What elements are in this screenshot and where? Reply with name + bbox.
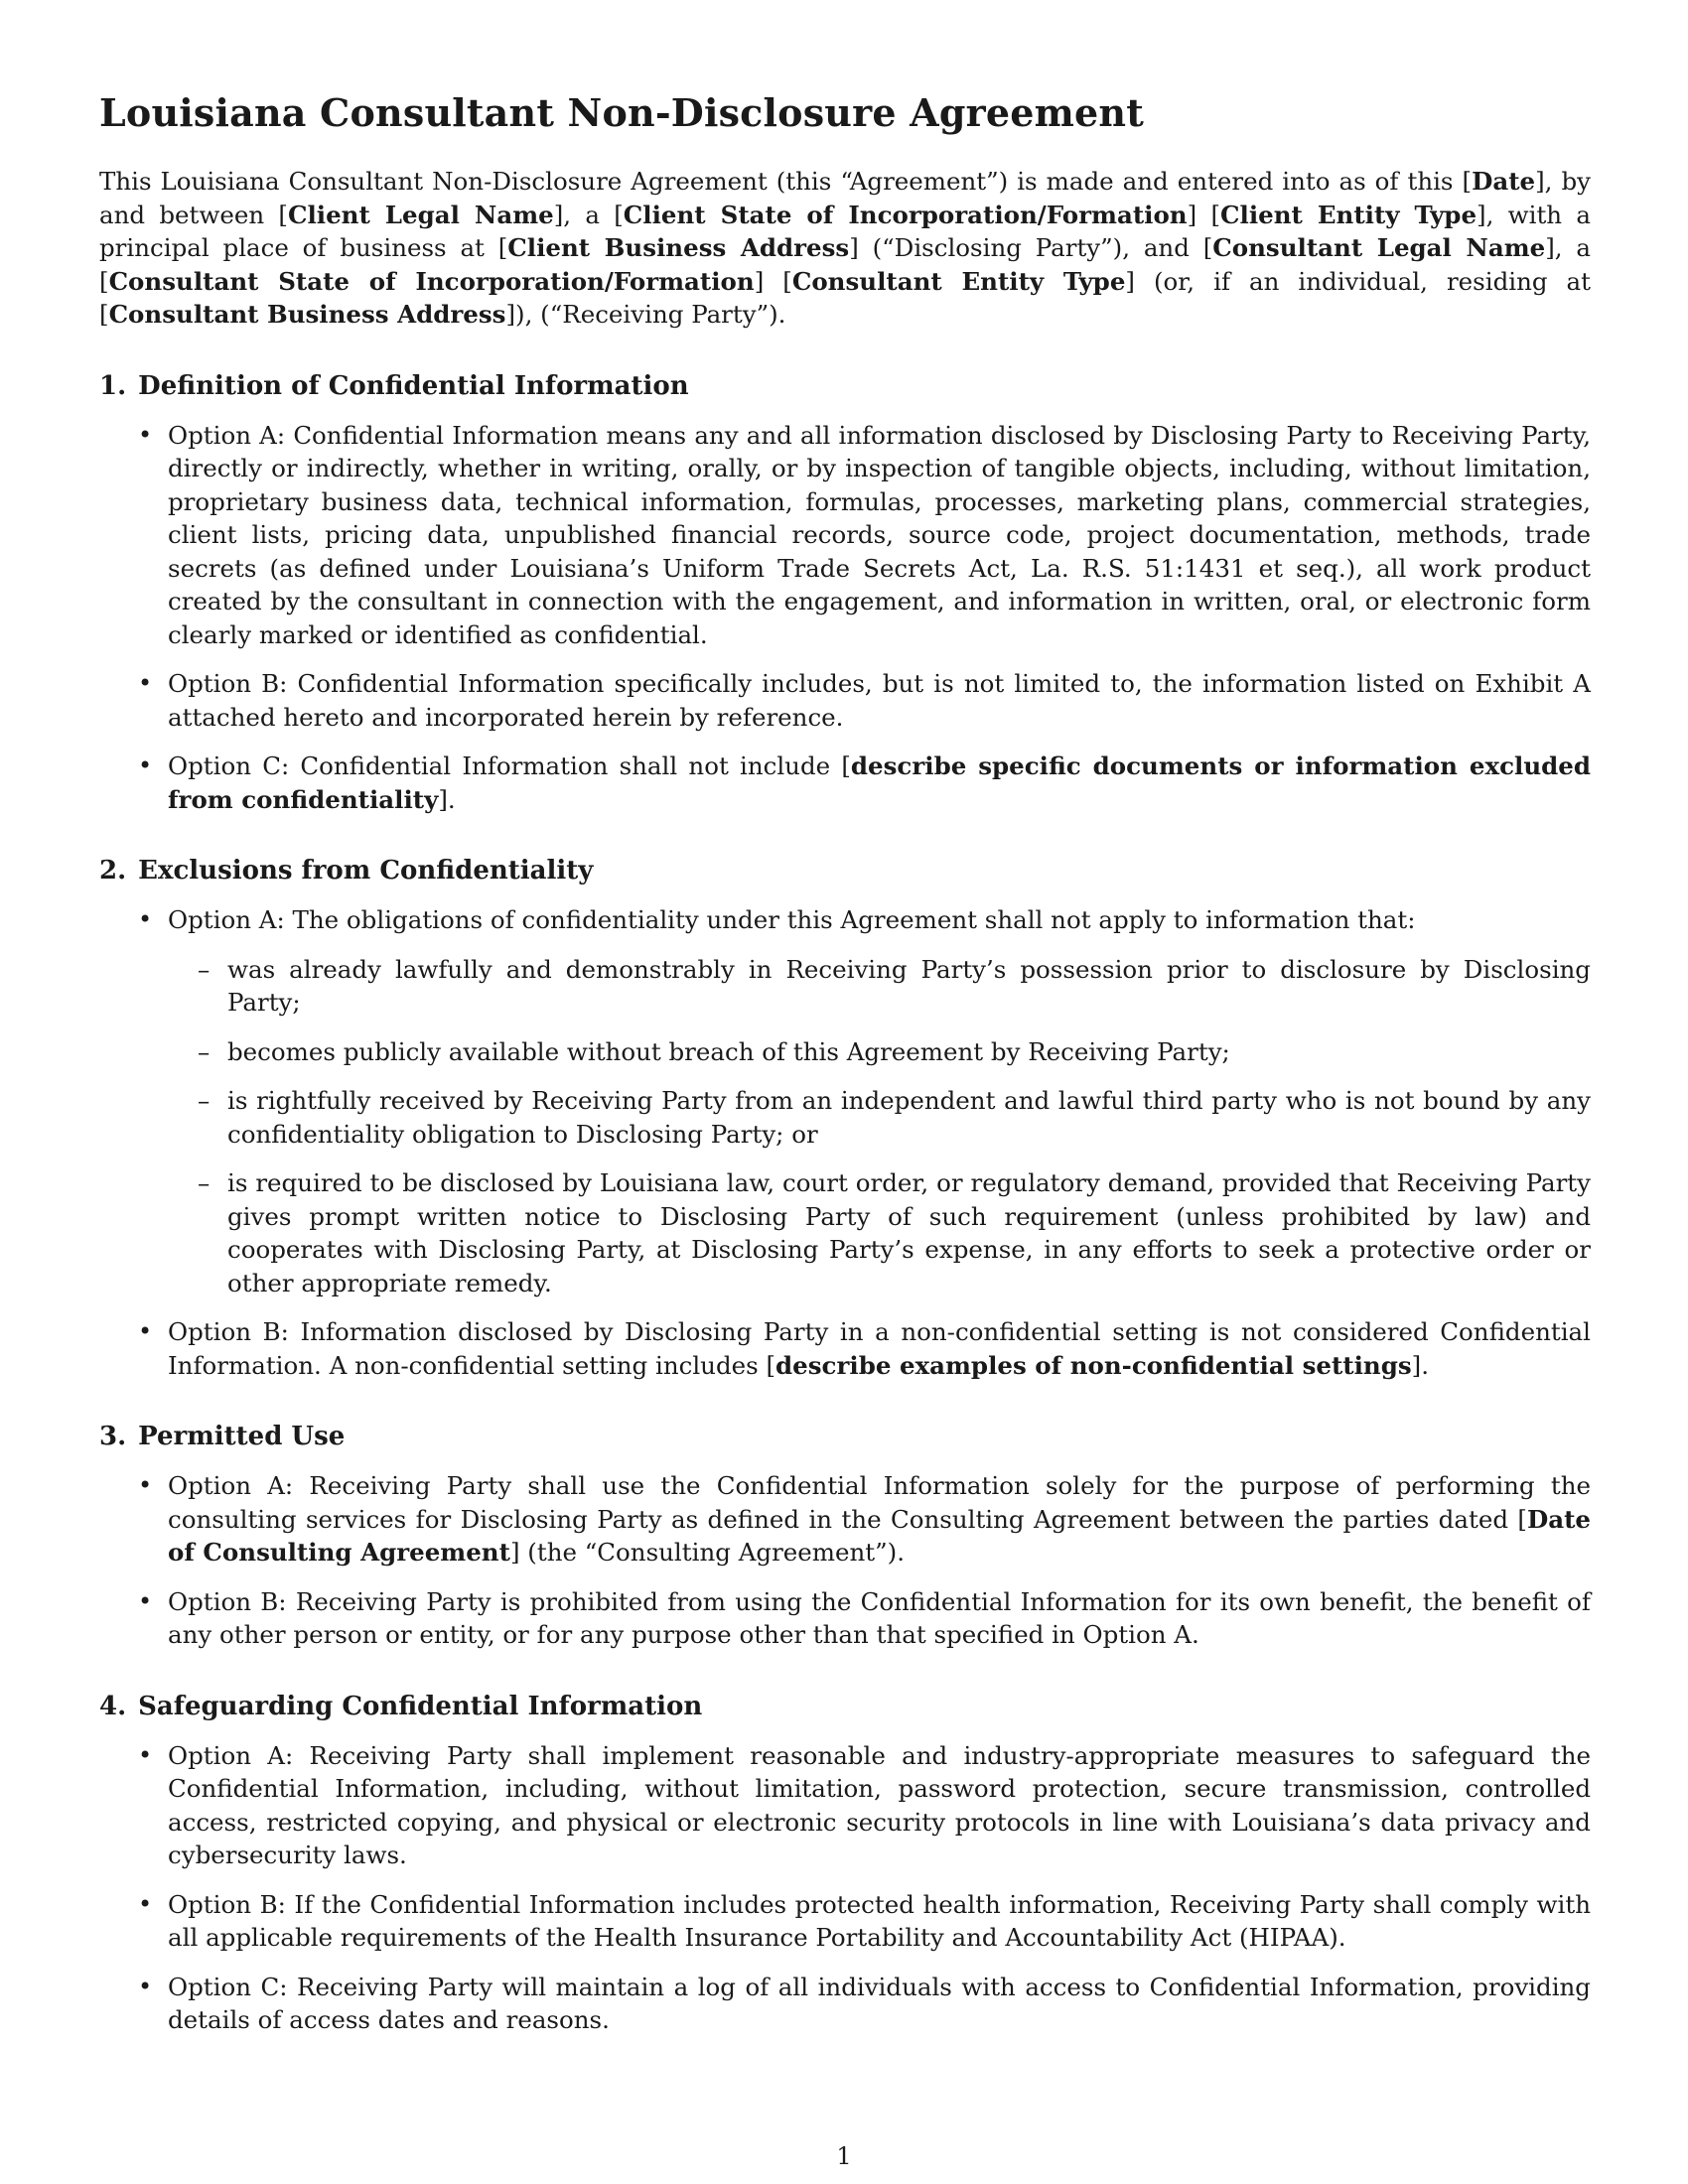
placeholder-client-state: Client State of Incorporation/Formation: [623, 200, 1188, 229]
placeholder-client-business-address: Client Business Address: [507, 233, 850, 262]
list-item: • Option C: Receiving Party will maintain a log of all individuals with access to Confidential Information, providing details of access dates and reasons.: [99, 1971, 1591, 2037]
section-title: Exclusions from Confidentiality: [138, 856, 594, 886]
list-item: • Option B: Receiving Party is prohibited from using the Confidential Information for its own benefit, the benefit of any other person or entity, or for any purpose other than that specified in Option A.: [99, 1585, 1591, 1652]
section-number: 4.: [99, 1691, 127, 1721]
document-page: [99, 87, 1591, 2053]
placeholder-consulting-agreement-date: Date of Consulting Agreement: [168, 1504, 1591, 1567]
option-list: [99, 903, 1591, 1382]
document-title: Louisiana Consultant Non-Disclosure Agreement: [99, 90, 1144, 135]
section-heading: [99, 369, 1591, 403]
sub-list-item: – becomes publicly available without breach of this Agreement by Receiving Party;: [168, 1035, 1591, 1069]
section-title: Definition of Confidential Information: [138, 370, 689, 401]
placeholder-consultant-business-address: Consultant Business Address: [108, 300, 506, 329]
section-number: 1.: [99, 370, 127, 401]
placeholder-excluded-info: describe specific documents or information excluded from confidentiality: [168, 751, 1591, 814]
list-item: • Option A: Receiving Party shall use the Confidential Information solely for the purpose of performing the consulting services for Disclosing Party as defined in the Consulting Agreement between the parties dated [Date of Consulting Agreement] (the “Consulting Agreement”).: [99, 1469, 1591, 1570]
option-list: [99, 419, 1591, 817]
option-list: [99, 1469, 1591, 1652]
sub-list: [168, 953, 1591, 1300]
placeholder-client-legal-name: Client Legal Name: [287, 200, 554, 229]
section-number: 3.: [99, 1422, 127, 1451]
section-heading: [99, 854, 1591, 887]
intro-paragraph: This Louisiana Consultant Non-Disclosure Agreement (this “Agreement”) is made and entered into as of this [Date], by and between [Client Legal Name], a [Client State of Incorporation/Formation] [Client Entity Type], with a principal place of business at [Client Business Address] (“Disclosing Party”), and [Consultant Legal Name], a [Consultant State of Incorporation/Formation] [Consultant Entity Type] (or, if an individual, residing at [Consultant Business Address]), (“Receiving Party”).: [99, 167, 1592, 329]
placeholder-date: Date: [1472, 167, 1536, 196]
list-item: • Option A: Confidential Information means any and all information disclosed by Disclosing Party to Receiving Party, directly or indirectly, whether in writing, orally, or by inspection of tangible objects, including, without limitation, proprietary business data, technical information, formulas, processes, marketing plans, commercial strategies, client lists, pricing data, unpublished financial records, source code, project documentation, methods, trade secrets (as defined under Louisiana’s Uniform Trade Secrets Act, La. R.S. 51:1431 et seq.), all work product created by the consultant in connection with the engagement, and information in written, oral, or electronic form clearly marked or identified as confidential.: [99, 419, 1591, 652]
sub-list-item: – was already lawfully and demonstrably in Receiving Party’s possession prior to disclosure by Disclosing Party;: [168, 953, 1591, 1020]
section-number: 2.: [99, 856, 127, 886]
placeholder-consultant-entity-type: Consultant Entity Type: [791, 266, 1126, 296]
placeholder-consultant-state: Consultant State of Incorporation/Formation: [108, 266, 755, 296]
list-item: • Option A: Receiving Party shall implement reasonable and industry-appropriate measures to safeguard the Confidential Information, including, without limitation, password protection, secure transmission, controlled access, restricted copying, and physical or electronic security protocols in line with Louisiana’s data privacy and cybersecurity laws.: [99, 1739, 1591, 1872]
section-heading: [99, 1420, 1591, 1453]
placeholder-consultant-legal-name: Consultant Legal Name: [1212, 233, 1546, 262]
sub-list-item: – is rightfully received by Receiving Party from an independent and lawful third party who is not bound by any confidentiality obligation to Disclosing Party; or: [168, 1084, 1591, 1151]
list-item: • Option C: Confidential Information shall not include [describe specific documents or information excluded from confidentiality].: [99, 750, 1591, 816]
placeholder-non-confidential-settings: describe examples of non-confidential settings: [775, 1350, 1412, 1380]
option-list: [99, 1739, 1591, 2037]
sub-list-item: – is required to be disclosed by Louisiana law, court order, or regulatory demand, provided that Receiving Party gives prompt written notice to Disclosing Party of such requirement (unless prohibited by law) and cooperates with Disclosing Party, at Disclosing Party’s expense, in any efforts to seek a protective order or other appropriate remedy.: [168, 1166, 1591, 1299]
page-number: 1: [836, 2142, 852, 2170]
section-title: Permitted Use: [138, 1422, 346, 1451]
list-item: • Option B: Confidential Information specifically includes, but is not limited to, the information listed on Exhibit A attached hereto and incorporated herein by reference.: [99, 667, 1591, 734]
placeholder-client-entity-type: Client Entity Type: [1220, 200, 1477, 229]
list-item: • Option B: Information disclosed by Disclosing Party in a non-confidential setting is not considered Confidential Information. A non-confidential setting includes [describe examples of non-confidential settings].: [99, 1315, 1591, 1382]
section-title: Safeguarding Confidential Information: [138, 1691, 703, 1721]
list-item: • Option A: The obligations of confidentiality under this Agreement shall not apply to information that: – was already lawfully and demonstrably in Receiving Party’s possession prior to disclosure by Disclosing Party; – becomes publicly available without breach of this Agreement by Receiving Party; – is rightfully received by Receiving Party from an independent and lawful third party who is not bound by any confidentiality obligation to Disclosing Party; or – is required to be disclosed by Louisiana law, court order, or regulatory demand, provided that Receiving Party gives prompt written notice to Disclosing Party of such requirement (unless prohibited by law) and cooperates with Disclosing Party, at Disclosing Party’s expense, in any efforts to seek a protective order or other appropriate remedy.: [99, 903, 1591, 1299]
list-item: • Option B: If the Confidential Information includes protected health information, Receiving Party shall comply with all applicable requirements of the Health Insurance Portability and Accountability Act (HIPAA).: [99, 1888, 1591, 1955]
section-heading: [99, 1690, 1591, 1723]
